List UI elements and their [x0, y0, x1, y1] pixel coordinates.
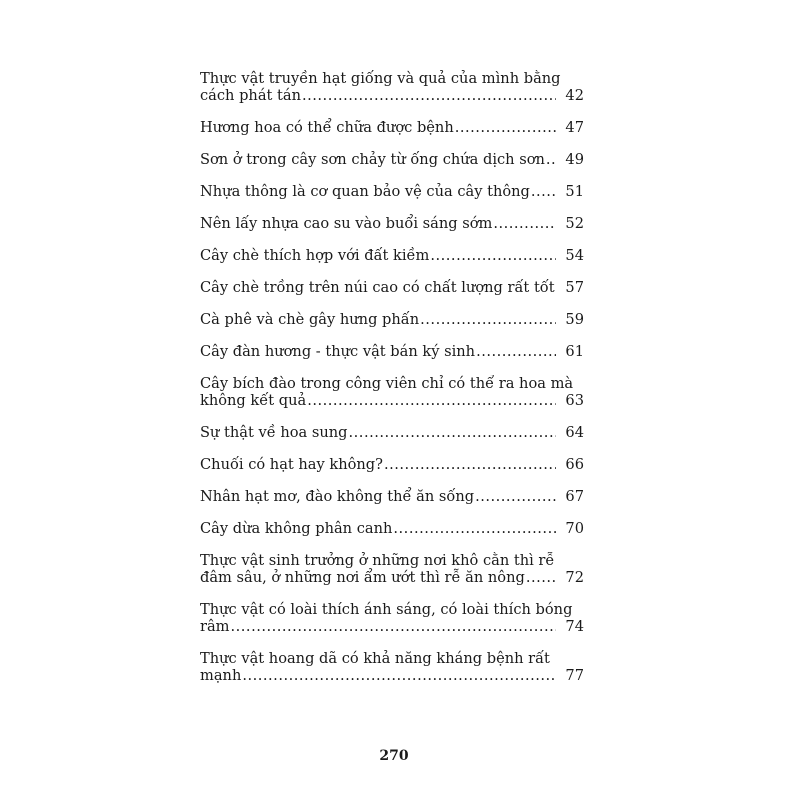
toc-entry — [200, 650, 584, 684]
toc-entry — [200, 311, 584, 328]
dot-leader — [307, 392, 556, 409]
toc-entry-page-number: 59 — [565, 311, 584, 328]
toc-entry-leader-row — [200, 488, 584, 505]
toc-entry-title: đâm sâu, ở những nơi ẩm ướt thì rễ ăn nông — [200, 569, 525, 586]
toc-entry-page-number: 54 — [565, 247, 584, 264]
toc-entry — [200, 601, 584, 635]
toc-entry-title: râm — [200, 618, 230, 635]
toc-entry-page-number: 42 — [565, 87, 584, 104]
toc-entry — [200, 343, 584, 360]
toc-entry-page-number: 70 — [565, 520, 584, 537]
dot-leader — [384, 456, 556, 473]
toc-entry-leader-row — [200, 215, 584, 232]
toc-entry-page-number: 72 — [565, 569, 584, 586]
toc-entry-title: Nhân hạt mơ, đào không thể ăn sống — [200, 488, 475, 505]
dot-leader — [302, 87, 556, 104]
toc-entry-leader-row — [200, 151, 584, 168]
toc-entry-leader-row — [200, 87, 584, 104]
toc-entry-title: mạnh — [200, 667, 242, 684]
toc-entry-leader-row — [200, 119, 584, 136]
dot-leader — [242, 667, 556, 684]
toc-entry-page-number: 67 — [565, 488, 584, 505]
toc-entry — [200, 183, 584, 200]
toc-entry-page-number: 63 — [565, 392, 584, 409]
toc-entry — [200, 215, 584, 232]
toc-entry-title: Hương hoa có thể chữa được bệnh — [200, 119, 454, 136]
toc-entry-title: Cây đàn hương - thực vật bán ký sinh — [200, 343, 476, 360]
toc-entry-title-line: Thực vật truyền hạt giống và quả của mình bằng — [200, 70, 561, 87]
dot-leader — [493, 215, 556, 232]
toc-entry-page-number: 52 — [565, 215, 584, 232]
toc-entry-page-number: 51 — [565, 183, 584, 200]
dot-leader — [526, 569, 556, 586]
dot-leader — [420, 311, 556, 328]
dot-leader — [231, 618, 556, 635]
toc-entry-title: Cây chè trồng trên núi cao có chất lượng rất tốt — [200, 279, 555, 296]
toc-entry-leader-row — [200, 456, 584, 473]
toc-entry-title: Sơn ở trong cây sơn chảy từ ống chứa dịch sơn — [200, 151, 545, 168]
toc-entry-page-number: 57 — [565, 279, 584, 296]
toc-entry-title-line: Thực vật có loài thích ánh sáng, có loài thích bóng — [200, 601, 573, 618]
toc-entry-leader-row — [200, 183, 584, 200]
toc-entry-title-line: Thực vật hoang dã có khả năng kháng bệnh rất — [200, 650, 550, 667]
dot-leader — [430, 247, 556, 264]
dot-leader — [475, 488, 556, 505]
toc-entry-page-number: 64 — [565, 424, 584, 441]
toc-entry-title: cách phát tán — [200, 87, 301, 104]
toc-entry-title-line: Cây bích đào trong công viên chỉ có thể ra hoa mà — [200, 375, 574, 392]
toc-entry-title: Cây chè thích hợp với đất kiềm — [200, 247, 430, 264]
toc-entry-title: Chuối có hạt hay không? — [200, 456, 383, 473]
toc-entry-page-number: 77 — [565, 667, 584, 684]
toc-entry-title-line: Thực vật sinh trưởng ở những nơi khô cằn thì rễ — [200, 552, 555, 569]
toc-entry-leader-row — [200, 247, 584, 264]
toc-entry-leader-row — [200, 343, 584, 360]
toc-entry — [200, 151, 584, 168]
toc-entry-page-number: 49 — [565, 151, 584, 168]
toc-entry — [200, 119, 584, 136]
toc-entry — [200, 247, 584, 264]
toc-entry — [200, 424, 584, 441]
dot-leader — [476, 343, 556, 360]
table-of-contents — [200, 70, 584, 684]
toc-entry-page-number: 47 — [565, 119, 584, 136]
toc-entry — [200, 488, 584, 505]
toc-entry-title: Nên lấy nhựa cao su vào buổi sáng sớm — [200, 215, 493, 232]
toc-entry — [200, 552, 584, 586]
toc-entry-page-number: 74 — [565, 618, 584, 635]
toc-entry-title: Sự thật về hoa sung — [200, 424, 348, 441]
toc-entry-title: không kết quả — [200, 392, 307, 409]
toc-entry-leader-row — [200, 667, 584, 684]
toc-entry-page-number: 61 — [565, 343, 584, 360]
toc-entry — [200, 279, 584, 296]
dot-leader — [455, 119, 556, 136]
toc-entry-leader-row — [200, 279, 584, 296]
toc-entry — [200, 375, 584, 409]
toc-entry — [200, 520, 584, 537]
toc-entry-leader-row — [200, 311, 584, 328]
toc-entry-page-number: 66 — [565, 456, 584, 473]
toc-entry — [200, 456, 584, 473]
toc-entry-title: Cà phê và chè gây hưng phấn — [200, 311, 420, 328]
toc-entry-leader-row — [200, 569, 584, 586]
toc-entry-title: Nhựa thông là cơ quan bảo vệ của cây thông — [200, 183, 530, 200]
toc-entry — [200, 70, 584, 104]
dot-leader — [349, 424, 556, 441]
dot-leader — [531, 183, 556, 200]
toc-entry-leader-row — [200, 424, 584, 441]
page-number: 270 — [379, 748, 409, 764]
dot-leader — [546, 151, 556, 168]
toc-entry-title: Cây dừa không phân canh — [200, 520, 393, 537]
toc-entry-leader-row — [200, 520, 584, 537]
toc-entry-leader-row — [200, 618, 584, 635]
toc-entry-leader-row — [200, 392, 584, 409]
dot-leader — [393, 520, 556, 537]
